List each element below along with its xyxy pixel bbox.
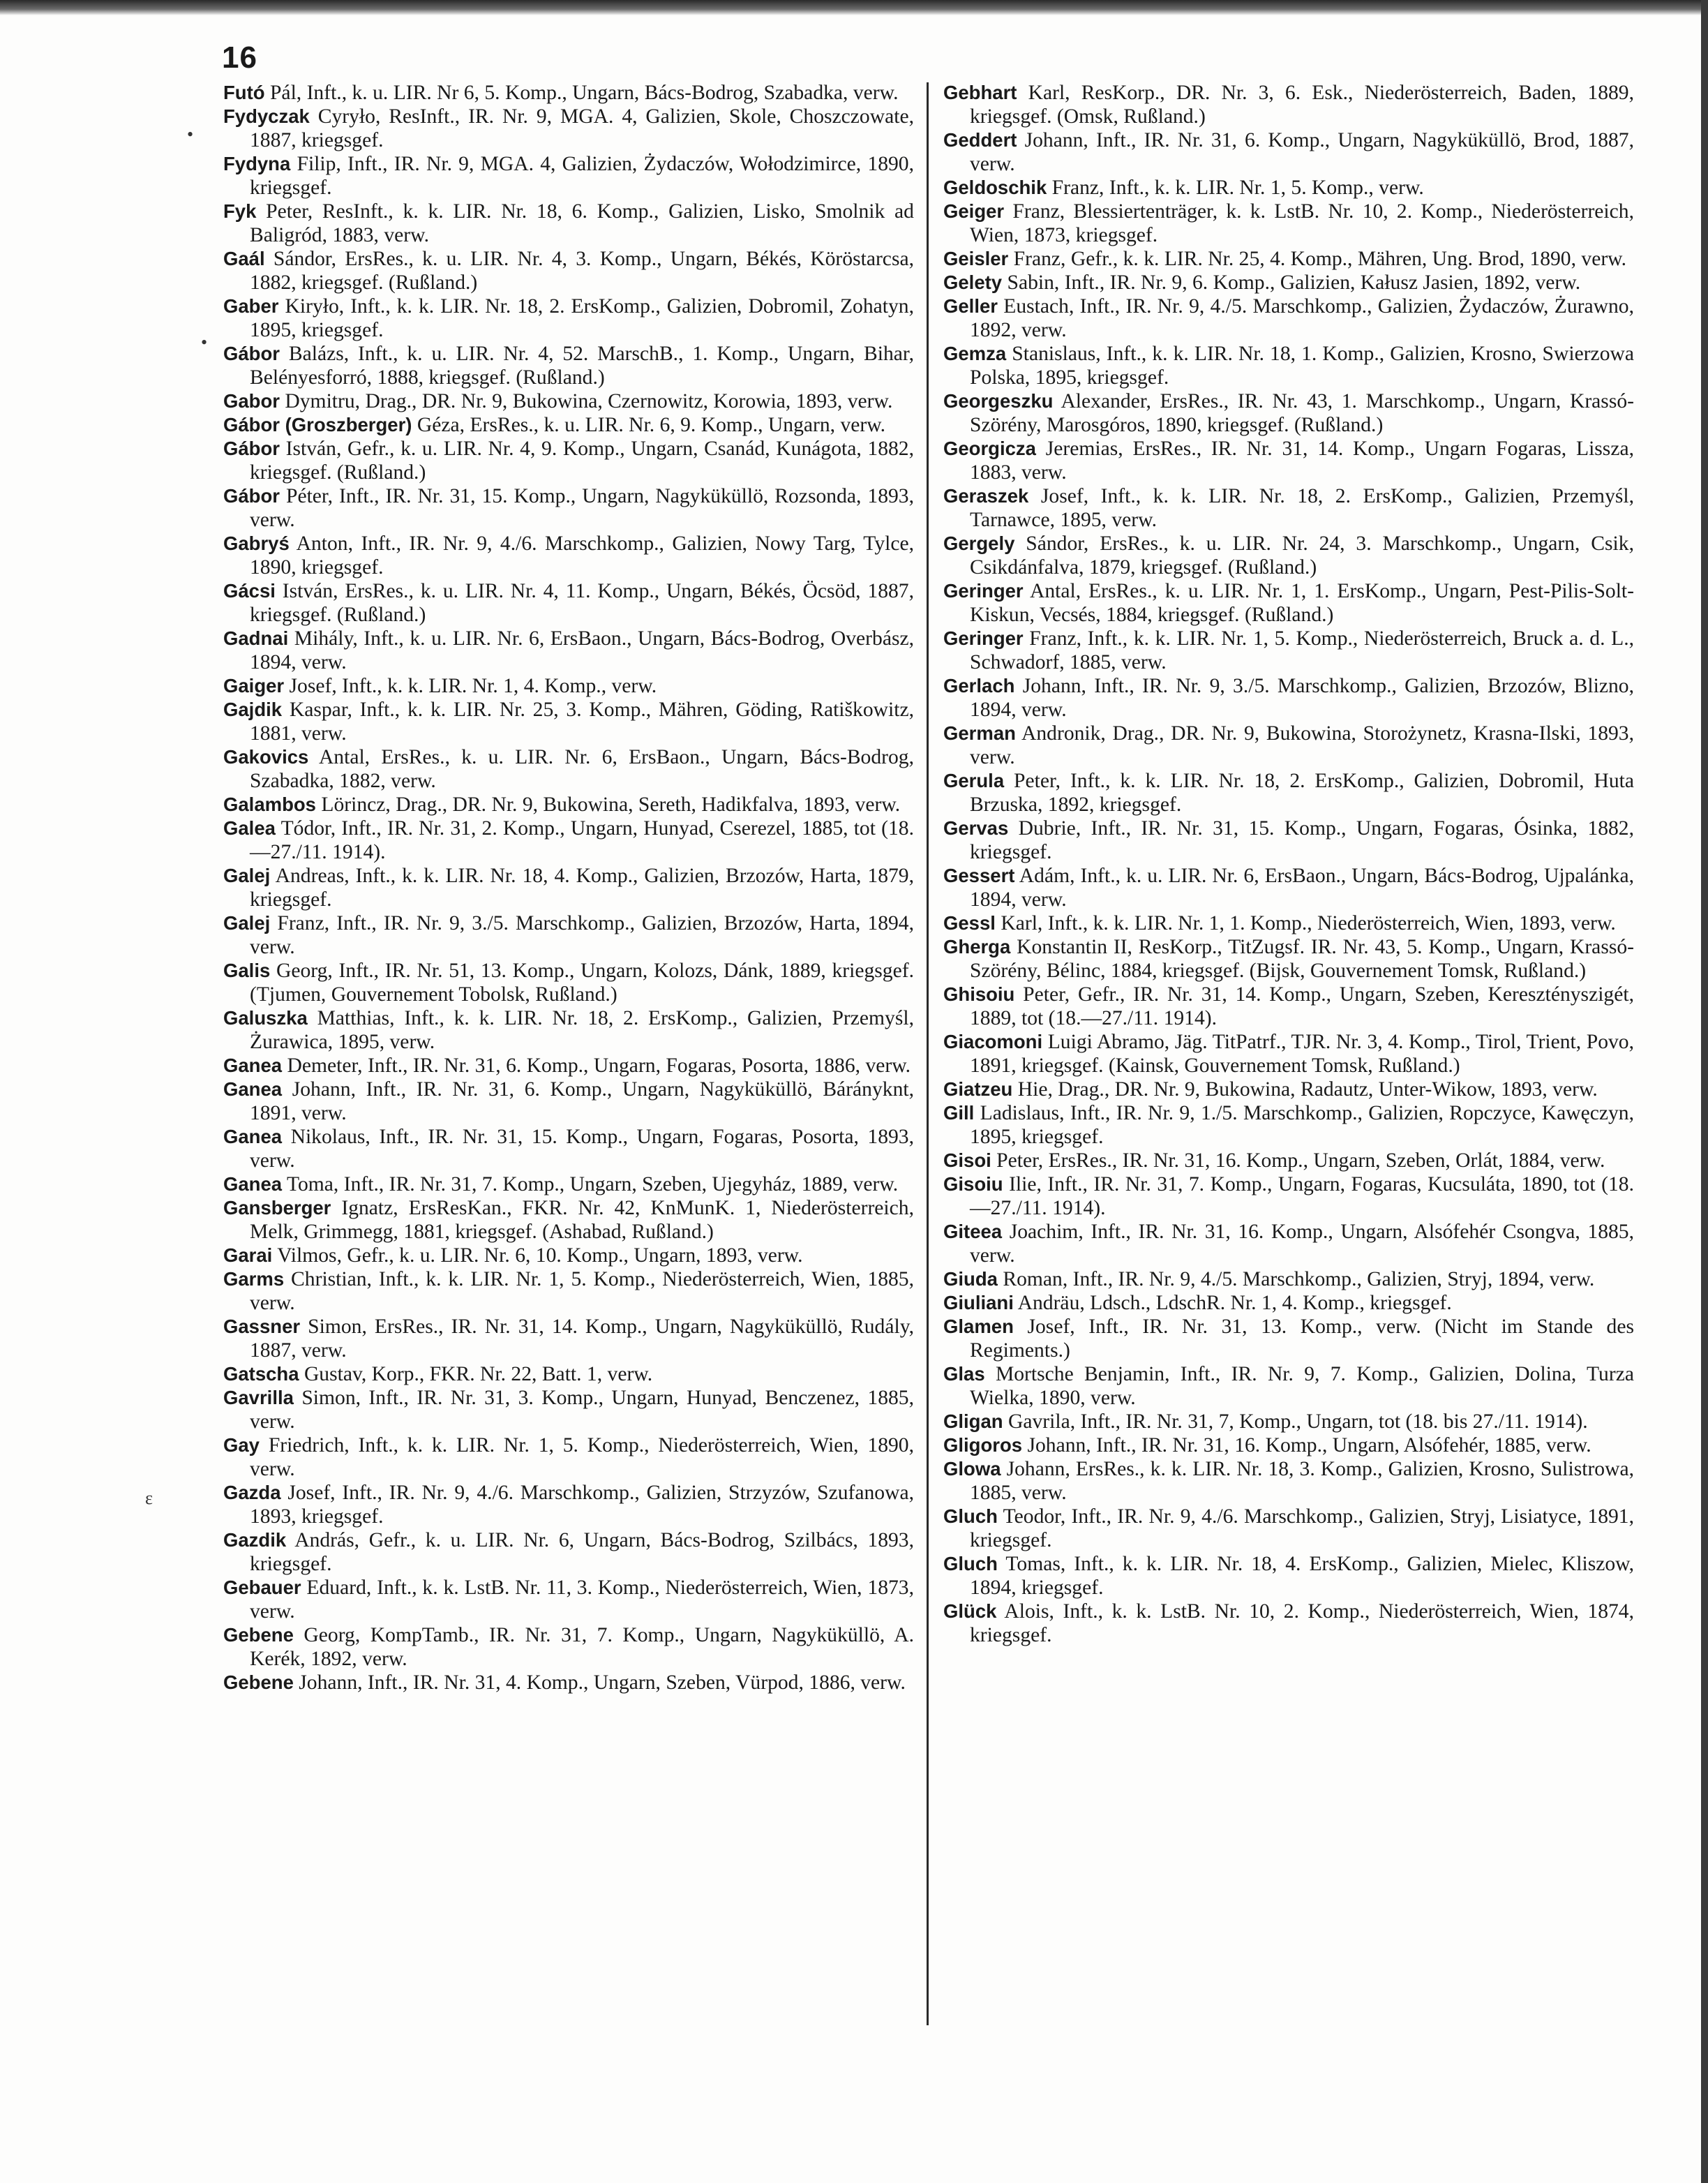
casualty-entry [943, 722, 1634, 769]
entry-surname: Gácsi [223, 580, 276, 602]
entry-details: Jeremias, ErsRes., IR. Nr. 31, 14. Komp., Ungarn Fogaras, Lissza, 1883, verw. [970, 438, 1634, 484]
entry-surname: Giuda [943, 1268, 998, 1290]
casualty-entry [223, 1078, 914, 1125]
entry-surname: Gaber [223, 295, 279, 317]
entry-surname: Gisoi [943, 1149, 991, 1171]
entry-details: Ignatz, ErsResKan., FKR. Nr. 42, KnMunK. 1, Niederösterreich, Melk, Grimmegg, 1881, kriegsgef. (Ashabad, Rußland.) [250, 1197, 914, 1243]
casualty-entry [943, 864, 1634, 911]
entry-surname: Gansberger [223, 1197, 331, 1219]
entry-details: Eduard, Inft., k. k. LstB. Nr. 11, 3. Komp., Niederösterreich, Wien, 1873, verw. [250, 1577, 914, 1623]
entry-details: Dubrie, Inft., IR. Nr. 31, 15. Komp., Ungarn, Fogaras, Ósinka, 1882, kriegsgef. [970, 817, 1635, 863]
casualty-entry [223, 1362, 914, 1386]
entry-details: Karl, ResKorp., DR. Nr. 3, 6. Esk., Niederösterreich, Baden, 1889, kriegsgef. (Omsk, Rußland.) [970, 82, 1634, 128]
entry-surname: Ganea [223, 1055, 283, 1076]
entry-surname: Fydyczak [223, 105, 310, 127]
casualty-entry [223, 1623, 914, 1671]
casualty-entry [223, 1172, 914, 1196]
entry-surname: Gelety [943, 271, 1003, 293]
casualty-entry [943, 983, 1634, 1030]
casualty-entry [223, 579, 914, 627]
casualty-entry [943, 911, 1634, 935]
casualty-entry [943, 1362, 1634, 1410]
casualty-entry [223, 484, 914, 532]
entry-surname: Garai [223, 1244, 273, 1266]
entry-details: Dymitru, Drag., DR. Nr. 9, Bukowina, Czernowitz, Korowia, 1893, verw. [285, 390, 893, 412]
casualty-entry [943, 484, 1634, 532]
casualty-entry [943, 1220, 1634, 1267]
entry-details: Ilie, Inft., IR. Nr. 31, 7. Komp., Ungarn, Fogaras, Kucsuláta, 1890, tot (18.—27./11. 1914). [970, 1173, 1634, 1219]
entry-surname: Gergely [943, 532, 1015, 554]
margin-mark: ε [145, 1488, 153, 1508]
page-number: 16 [222, 40, 257, 75]
entry-surname: Gluch [943, 1505, 998, 1527]
casualty-entry [223, 698, 914, 745]
casualty-entry [223, 1196, 914, 1244]
entry-details: Franz, Gefr., k. k. LIR. Nr. 25, 4. Komp., Mähren, Ung. Brod, 1890, verw. [1013, 248, 1627, 270]
entry-details: Mihály, Inft., k. u. LIR. Nr. 6, ErsBaon., Ungarn, Bács-Bodrog, Overbász, 1894, verw. [250, 627, 915, 673]
entry-surname: Gluch [943, 1553, 998, 1574]
entry-surname: Gebauer [223, 1577, 301, 1598]
entry-surname: Fyk [223, 200, 257, 222]
entry-surname: Gabor [223, 390, 280, 412]
entry-surname: Geraszek [943, 485, 1029, 507]
casualty-entry [943, 247, 1634, 271]
entry-surname: Geller [943, 295, 998, 317]
entry-details: Sabin, Inft., IR. Nr. 9, 6. Komp., Galizien, Kałusz Jasien, 1892, verw. [1007, 271, 1581, 294]
entry-details: Johann, Inft., IR. Nr. 31, 6. Komp., Ungarn, Nagyküküllö, Bárányknt, 1891, verw. [250, 1078, 914, 1124]
entry-surname: Gessl [943, 912, 996, 934]
casualty-entry [223, 745, 914, 793]
entry-surname: Galej [223, 865, 271, 886]
entry-surname: German [943, 722, 1016, 744]
entry-details: Josef, Inft., k. k. LIR. Nr. 1, 4. Komp., verw. [289, 675, 657, 697]
entry-surname: Gatscha [223, 1363, 299, 1385]
casualty-entry [223, 793, 914, 817]
entry-surname: Galambos [223, 794, 316, 815]
entry-details: András, Gefr., k. u. LIR. Nr. 6, Ungarn, Bács-Bodrog, Szilbács, 1893, kriegsgef. [250, 1529, 915, 1575]
casualty-entry [223, 413, 914, 437]
entry-surname: Futó [223, 82, 265, 103]
entry-details: Andronik, Drag., DR. Nr. 9, Bukowina, Storożynetz, Krasna-Ilski, 1893, verw. [970, 722, 1634, 768]
casualty-entry [223, 200, 914, 247]
entry-details: Cyryło, ResInft., IR. Nr. 9, MGA. 4, Galizien, Skole, Choszczowate, 1887, kriegsgef. [250, 105, 914, 151]
entry-details: Roman, Inft., IR. Nr. 9, 4./5. Marschkomp., Galizien, Stryj, 1894, verw. [1003, 1268, 1595, 1290]
casualty-entry [943, 769, 1634, 817]
entry-details: Balázs, Inft., k. u. LIR. Nr. 4, 52. MarschB., 1. Komp., Ungarn, Bihar, Belényesforró, 1888, kriegsgef. (Rußland.) [250, 343, 915, 389]
entry-surname: Gligan [943, 1410, 1003, 1432]
casualty-entry [943, 1172, 1634, 1220]
entry-surname: Gavrilla [223, 1387, 294, 1408]
entry-surname: Galej [223, 912, 271, 934]
entry-details: Josef, Inft., IR. Nr. 31, 13. Komp., verw. (Nicht im Stande des Regiments.) [970, 1316, 1634, 1362]
entry-surname: Ghisoiu [943, 983, 1015, 1005]
entry-details: Simon, ErsRes., IR. Nr. 31, 14. Komp., Ungarn, Nagyküküllö, Rudály, 1887, verw. [250, 1316, 914, 1362]
entry-surname: Giuliani [943, 1292, 1014, 1313]
entry-surname: Gábor [223, 485, 280, 507]
casualty-entry [223, 152, 914, 200]
entry-details: Sándor, ErsRes., k. u. LIR. Nr. 24, 3. Marschkomp., Ungarn, Csik, Csikdánfalva, 1879, kriegsgef. (Rußland.) [970, 532, 1634, 579]
entry-details: Antal, ErsRes., k. u. LIR. Nr. 1, 1. ErsKomp., Ungarn, Pest-Pilis-Solt-Kiskun, Vecsés, 1884, kriegsgef. (Rußland.) [970, 580, 1635, 626]
entry-surname: Gábor (Groszberger) [223, 414, 412, 435]
entry-details: Josef, Inft., k. k. LIR. Nr. 18, 2. ErsKomp., Galizien, Przemyśl, Tarnawce, 1895, verw. [970, 485, 1634, 531]
casualty-entry [223, 1006, 914, 1054]
entry-surname: Gisoiu [943, 1173, 1003, 1195]
casualty-entry [223, 959, 914, 1006]
entry-surname: Giteea [943, 1221, 1003, 1242]
entry-details: Josef, Inft., IR. Nr. 9, 4./6. Marschkomp., Galizien, Strzyzów, Szufanowa, 1893, kriegsgef. [250, 1482, 914, 1528]
entry-surname: Gassner [223, 1316, 301, 1337]
entry-details: Pál, Inft., k. u. LIR. Nr 6, 5. Komp., Ungarn, Bács-Bodrog, Szabadka, verw. [269, 82, 899, 104]
margin-mark: • [201, 332, 208, 352]
entry-details: Franz, Inft., k. k. LIR. Nr. 1, 5. Komp., verw. [1051, 177, 1424, 199]
entry-details: Mortsche Benjamin, Inft., IR. Nr. 9, 7. Komp., Galizien, Dolina, Turza Wielka, 1890, verw. [970, 1363, 1634, 1409]
entry-details: Stanislaus, Inft., k. k. LIR. Nr. 18, 1. Komp., Galizien, Krosno, Swierzowa Polska, 1895, kriegsgef. [970, 343, 1635, 389]
entry-details: Tódor, Inft., IR. Nr. 31, 2. Komp., Ungarn, Hunyad, Cserezel, 1885, tot (18.—27./11. 1914). [250, 817, 914, 863]
entry-surname: Geiger [943, 200, 1005, 222]
casualty-entry [223, 1576, 914, 1623]
entry-surname: Giatzeu [943, 1078, 1013, 1100]
column-divider [927, 82, 929, 2025]
entry-details: Géza, ErsRes., k. u. LIR. Nr. 6, 9. Komp., Ungarn, verw. [417, 414, 886, 436]
entry-details: Anton, Inft., IR. Nr. 9, 4./6. Marschkomp., Galizien, Nowy Targ, Tylce, 1890, kriegsgef. [250, 532, 915, 579]
casualty-entry [943, 1505, 1634, 1552]
entry-surname: Glas [943, 1363, 985, 1385]
casualty-entry [223, 1315, 914, 1362]
entry-details: Peter, Gefr., IR. Nr. 31, 14. Komp., Ungarn, Szeben, Keresztényszigét, 1889, tot (18.—27./11. 1914). [970, 983, 1634, 1029]
casualty-entry [943, 1291, 1634, 1315]
casualty-entry [943, 389, 1634, 437]
entry-surname: Georgicza [943, 438, 1036, 459]
entry-details: Simon, Inft., IR. Nr. 31, 3. Komp., Ungarn, Hunyad, Benczenez, 1885, verw. [250, 1387, 914, 1433]
casualty-entry [223, 674, 914, 698]
entry-details: Johann, ErsRes., k. k. LIR. Nr. 18, 3. Komp., Galizien, Krosno, Sulistrowa, 1885, verw. [970, 1458, 1635, 1504]
entry-surname: Gill [943, 1102, 975, 1124]
casualty-entry [943, 1600, 1634, 1647]
casualty-entry [943, 1433, 1634, 1457]
entry-details: Franz, Inft., IR. Nr. 9, 3./5. Marschkomp., Galizien, Brzozów, Harta, 1894, verw. [250, 912, 914, 958]
casualty-entry [943, 295, 1634, 342]
casualty-entry [223, 1528, 914, 1576]
casualty-entry [223, 1671, 914, 1694]
casualty-entry [223, 247, 914, 295]
entry-surname: Ganea [223, 1126, 283, 1147]
casualty-entry [943, 200, 1634, 247]
entry-details: Konstantin II, ResKorp., TitZugsf. IR. Nr. 43, 5. Komp., Ungarn, Krassó-Szörény, Bélinc, 1884, kriegsgef. (Bijsk, Gouvernement Tomsk, Rußland.) [970, 936, 1635, 982]
entry-surname: Geisler [943, 248, 1009, 269]
casualty-entry [943, 1457, 1634, 1505]
entry-surname: Galis [223, 960, 271, 981]
entry-surname: Geringer [943, 580, 1024, 602]
casualty-entry [943, 1267, 1634, 1291]
casualty-entry [223, 532, 914, 579]
entry-surname: Gaál [223, 248, 265, 269]
entry-details: Luigi Abramo, Jäg. TitPatrf., TJR. Nr. 3, 4. Komp., Tirol, Trient, Povo, 1891, kriegsgef. (Kainsk, Gouvernement Tomsk, Rußland.) [970, 1031, 1634, 1077]
entry-surname: Gábor [223, 343, 280, 364]
casualty-entry [943, 342, 1634, 389]
casualty-entry [943, 437, 1634, 484]
entry-details: Alexander, ErsRes., IR. Nr. 43, 1. Marschkomp., Ungarn, Krassó-Szörény, Marosgóros, 1890, kriegsgef. (Rußland.) [970, 390, 1634, 436]
casualty-entry [943, 1078, 1634, 1101]
entry-surname: Fydyna [223, 153, 291, 174]
casualty-entry [943, 532, 1634, 579]
entry-surname: Gajdik [223, 699, 283, 720]
entry-details: Toma, Inft., IR. Nr. 31, 7. Komp., Ungarn, Szeben, Ujegyház, 1889, verw. [286, 1173, 899, 1195]
entry-surname: Gay [223, 1434, 260, 1456]
entry-surname: Garms [223, 1268, 285, 1290]
entry-surname: Gazda [223, 1482, 281, 1503]
scan-edge-right [1701, 0, 1708, 2183]
entry-surname: Gessert [943, 865, 1015, 886]
entry-details: Tomas, Inft., k. k. LIR. Nr. 18, 4. ErsKomp., Galizien, Mielec, Kliszow, 1894, kriegsgef. [970, 1553, 1634, 1599]
casualty-entry [943, 128, 1634, 176]
entry-details: Friedrich, Inft., k. k. LIR. Nr. 1, 5. Komp., Niederösterreich, Wien, 1890, verw. [250, 1434, 914, 1480]
entry-details: István, Gefr., k. u. LIR. Nr. 4, 9. Komp., Ungarn, Csanád, Kunágota, 1882, kriegsgef. (Rußland.) [250, 438, 914, 484]
entry-details: Adám, Inft., k. u. LIR. Nr. 6, ErsBaon., Ungarn, Bács-Bodrog, Ujpalánka, 1894, verw. [970, 865, 1634, 911]
casualty-entry [943, 1315, 1634, 1362]
entry-details: Gavrila, Inft., IR. Nr. 31, 7, Komp., Ungarn, tot (18. bis 27./11. 1914). [1007, 1410, 1588, 1433]
entry-surname: Gligoros [943, 1434, 1023, 1456]
entry-surname: Gebhart [943, 82, 1017, 103]
entry-details: Peter, ResInft., k. k. LIR. Nr. 18, 6. Komp., Galizien, Lisko, Smolnik ad Baligród, 1883, verw. [250, 200, 914, 246]
entry-surname: Gábor [223, 438, 280, 459]
entry-surname: Glamen [943, 1316, 1014, 1337]
entry-details: István, ErsRes., k. u. LIR. Nr. 4, 11. Komp., Ungarn, Békés, Öcsöd, 1887, kriegsgef. (Rußland.) [250, 580, 914, 626]
casualty-entry [223, 1386, 914, 1433]
entry-details: Nikolaus, Inft., IR. Nr. 31, 15. Komp., Ungarn, Fogaras, Posorta, 1893, verw. [250, 1126, 914, 1172]
entry-surname: Gebene [223, 1624, 294, 1646]
casualty-entry [943, 579, 1634, 627]
casualty-entry [943, 627, 1634, 674]
entry-surname: Gerula [943, 770, 1005, 791]
casualty-entry [943, 1149, 1634, 1172]
entry-surname: Gakovics [223, 746, 309, 768]
entry-details: Kiryło, Inft., k. k. LIR. Nr. 18, 2. ErsKomp., Galizien, Dobromil, Zohatyn, 1895, kriegsgef. [250, 295, 914, 341]
entry-details: Matthias, Inft., k. k. LIR. Nr. 18, 2. ErsKomp., Galizien, Przemyśl, Żurawica, 1895, verw. [250, 1007, 914, 1053]
left-column [223, 81, 914, 1694]
entry-surname: Ganea [223, 1173, 283, 1195]
entry-surname: Gadnai [223, 627, 289, 649]
entry-surname: Galea [223, 817, 276, 839]
entry-details: Lörincz, Drag., DR. Nr. 9, Bukowina, Sereth, Hadikfalva, 1893, verw. [321, 794, 901, 816]
entry-details: Filip, Inft., IR. Nr. 9, MGA. 4, Galizien, Żydaczów, Wołodzimirce, 1890, kriegsgef. [250, 153, 914, 199]
entry-details: Karl, Inft., k. k. LIR. Nr. 1, 1. Komp., Niederösterreich, Wien, 1893, verw. [1001, 912, 1616, 934]
entry-details: Andreas, Inft., k. k. LIR. Nr. 18, 4. Komp., Galizien, Brzozów, Harta, 1879, kriegsgef. [250, 865, 915, 911]
entry-details: Demeter, Inft., IR. Nr. 31, 6. Komp., Ungarn, Fogaras, Posorta, 1886, verw. [287, 1055, 911, 1077]
entry-details: Gustav, Korp., FKR. Nr. 22, Batt. 1, verw. [304, 1363, 653, 1385]
entry-surname: Giacomoni [943, 1031, 1043, 1052]
casualty-entry [943, 176, 1634, 200]
entry-surname: Gherga [943, 936, 1011, 958]
entry-surname: Gervas [943, 817, 1009, 839]
casualty-entry [943, 271, 1634, 295]
entry-details: Christian, Inft., k. k. LIR. Nr. 1, 5. Komp., Niederösterreich, Wien, 1885, verw. [250, 1268, 914, 1314]
entry-surname: Glowa [943, 1458, 1001, 1480]
entry-surname: Galuszka [223, 1007, 308, 1029]
entry-surname: Gazdik [223, 1529, 287, 1551]
casualty-entry [223, 1267, 914, 1315]
casualty-entry [223, 1244, 914, 1267]
entry-surname: Gaiger [223, 675, 285, 696]
entry-details: Peter, ErsRes., IR. Nr. 31, 16. Komp., Ungarn, Szeben, Orlát, 1884, verw. [996, 1149, 1605, 1172]
scan-edge-top [0, 0, 1708, 15]
entry-details: Peter, Inft., k. k. LIR. Nr. 18, 2. ErsKomp., Galizien, Dobromil, Huta Brzuska, 1892, kriegsgef. [970, 770, 1634, 816]
entry-details: Antal, ErsRes., k. u. LIR. Nr. 6, ErsBaon., Ungarn, Bács-Bodrog, Szabadka, 1882, verw. [250, 746, 914, 792]
entry-details: Andräu, Ldsch., LdschR. Nr. 1, 4. Komp., kriegsgef. [1017, 1292, 1452, 1314]
entry-details: Péter, Inft., IR. Nr. 31, 15. Komp., Ungarn, Nagyküküllö, Rozsonda, 1893, verw. [250, 485, 914, 531]
casualty-entry [943, 674, 1634, 722]
casualty-entry [223, 81, 914, 105]
entry-details: Eustach, Inft., IR. Nr. 9, 4./5. Marschkomp., Galizien, Żydaczów, Żurawno, 1892, verw. [970, 295, 1634, 341]
casualty-entry [943, 1552, 1634, 1600]
entry-details: Ladislaus, Inft., IR. Nr. 9, 1./5. Marschkomp., Galizien, Ropczyce, Kawęczyn, 1895, kriegsgef. [970, 1102, 1634, 1148]
entry-surname: Georgeszku [943, 390, 1054, 412]
entry-details: Joachim, Inft., IR. Nr. 31, 16. Komp., Ungarn, Alsófehér Csongva, 1885, verw. [970, 1221, 1634, 1267]
casualty-entry [223, 295, 914, 342]
casualty-entry [223, 627, 914, 674]
entry-details: Georg, KompTamb., IR. Nr. 31, 7. Komp., Ungarn, Nagyküküllö, A. Kerék, 1892, verw. [250, 1624, 914, 1670]
entry-surname: Gabryś [223, 532, 290, 554]
entry-details: Hie, Drag., DR. Nr. 9, Bukowina, Radautz, Unter-Wikow, 1893, verw. [1017, 1078, 1598, 1101]
right-column [943, 81, 1634, 1647]
entry-details: Sándor, ErsRes., k. u. LIR. Nr. 4, 3. Komp., Ungarn, Békés, Köröstarcsa, 1882, kriegsgef. (Rußland.) [250, 248, 914, 294]
casualty-entry [943, 817, 1634, 864]
entry-details: Johann, Inft., IR. Nr. 31, 4. Komp., Ungarn, Szeben, Vürpod, 1886, verw. [299, 1671, 906, 1694]
entry-details: Vilmos, Gefr., k. u. LIR. Nr. 6, 10. Komp., Ungarn, 1893, verw. [277, 1244, 803, 1267]
entry-details: Franz, Inft., k. k. LIR. Nr. 1, 5. Komp., Niederösterreich, Bruck a. d. L., Schwadorf, 1885, verw. [970, 627, 1634, 673]
casualty-entry [943, 935, 1634, 983]
casualty-entry [223, 911, 914, 959]
margin-mark: • [187, 124, 194, 144]
entry-surname: Geldoschik [943, 177, 1047, 198]
casualty-entry [223, 1125, 914, 1172]
casualty-entry [943, 81, 1634, 128]
casualty-entry [223, 437, 914, 484]
casualty-entry [223, 342, 914, 389]
entry-surname: Ganea [223, 1078, 283, 1100]
entry-surname: Geddert [943, 129, 1017, 151]
casualty-entry [223, 389, 914, 413]
entry-details: Johann, Inft., IR. Nr. 31, 6. Komp., Ungarn, Nagyküküllö, Brod, 1887, verw. [970, 129, 1635, 175]
entry-details: Franz, Blessiertenträger, k. k. LstB. Nr. 10, 2. Komp., Niederösterreich, Wien, 1873, kriegsgef. [970, 200, 1634, 246]
entry-surname: Gebene [223, 1671, 294, 1693]
entry-details: Teodor, Inft., IR. Nr. 9, 4./6. Marschkomp., Galizien, Stryj, Lisiatyce, 1891, kriegsgef. [970, 1505, 1634, 1551]
entry-surname: Geringer [943, 627, 1024, 649]
entry-details: Johann, Inft., IR. Nr. 9, 3./5. Marschkomp., Galizien, Brzozów, Blizno, 1894, verw. [970, 675, 1634, 721]
entry-surname: Gerlach [943, 675, 1015, 696]
casualty-entry [943, 1101, 1634, 1149]
casualty-entry [223, 864, 914, 911]
entry-surname: Gemza [943, 343, 1007, 364]
casualty-entry [943, 1410, 1634, 1433]
casualty-entry [223, 1054, 914, 1078]
entry-surname: Glück [943, 1600, 997, 1622]
casualty-entry [223, 817, 914, 864]
casualty-entry [223, 1433, 914, 1481]
casualty-entry [223, 1481, 914, 1528]
entry-details: Alois, Inft., k. k. LstB. Nr. 10, 2. Komp., Niederösterreich, Wien, 1874, kriegsgef. [970, 1600, 1634, 1646]
casualty-entry [223, 105, 914, 152]
entry-details: Johann, Inft., IR. Nr. 31, 16. Komp., Ungarn, Alsófehér, 1885, verw. [1027, 1434, 1591, 1456]
casualty-entry [943, 1030, 1634, 1078]
entry-details: Kaspar, Inft., k. k. LIR. Nr. 25, 3. Komp., Mähren, Göding, Ratiškowitz, 1881, verw. [250, 699, 914, 745]
entry-details: Georg, Inft., IR. Nr. 51, 13. Komp., Ungarn, Kolozs, Dánk, 1889, kriegsgef. (Tjumen, Gouvernement Tobolsk, Rußland.) [250, 960, 914, 1006]
